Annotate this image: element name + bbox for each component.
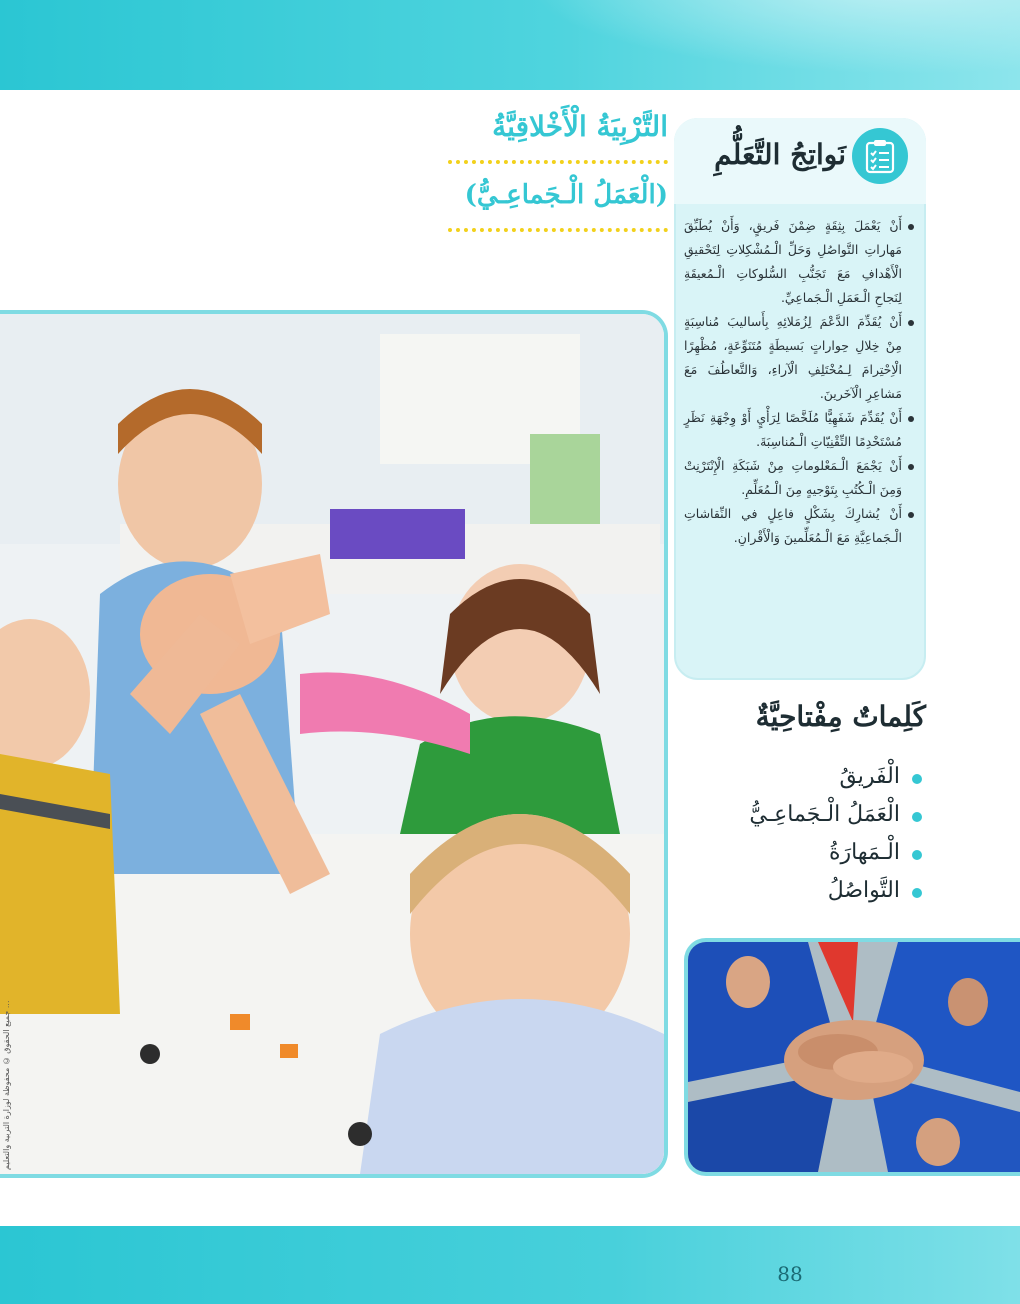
top-band bbox=[0, 0, 1020, 90]
keyword-item: الْعَمَلُ الْـجَماعِـيُّ bbox=[700, 796, 926, 834]
keywords-title: كَلِماتٌ مِفْتاحِيَّةٌ bbox=[755, 700, 926, 733]
outcome-item: أَنْ يَجْمَعَ الْـمَعْلوماتِ مِنْ شَبَكَةِ الْإِنْتَرْنِتْ وَمِنَ الْـكُتُبِ بِتَوْجيهٍ مِنَ الْـمُعَلِّمِ. bbox=[684, 454, 914, 502]
unit-title: (الْعَمَلُ الْـجَماعِـيُّ) bbox=[464, 180, 668, 210]
dotted-underline bbox=[448, 228, 668, 232]
classroom-high-five-photo bbox=[0, 310, 668, 1178]
outcomes-title: نَواتِجُ التَّعَلُّمِ bbox=[714, 138, 846, 171]
dotted-underline bbox=[448, 160, 668, 164]
top-wave bbox=[460, 0, 1020, 90]
outcomes-list bbox=[684, 214, 914, 550]
copyright-notice: جميع الحقوق © محفوظة لوزارة التربية والتعليم ... bbox=[2, 1000, 11, 1170]
outcome-item: أَنْ يُقَدِّمَ الدَّعْمَ لِزُمَلائِهِ بِأَساليبَ مُناسِبَةٍ مِنْ خِلالِ حِواراتٍ بَسيطَةٍ مُتَنَوِّعَةٍ، مُظْهِرًا الْاِحْتِرامَ لِـمُخْتَلِفِ الْآراءِ، وَالتَّعاطُفَ مَعَ مَشاعِرِ الْآخَرينَ. bbox=[684, 310, 914, 406]
keyword-item: الْـمَهارَةُ bbox=[700, 834, 926, 872]
keyword-item: الْفَريقُ bbox=[700, 758, 926, 796]
team-hands-photo bbox=[684, 938, 1020, 1176]
keywords-list bbox=[700, 758, 926, 910]
outcome-item: أَنْ يُشارِكَ بِشَكْلٍ فاعِلٍ في النِّقاشاتِ الْـجَماعِيَّةِ مَعَ الْـمُعَلِّمينَ وَالْأَقْرانِ. bbox=[684, 502, 914, 550]
keyword-item: التَّواصُلُ bbox=[700, 872, 926, 910]
outcome-item: أَنْ يَعْمَلَ بِثِقَةٍ ضِمْنَ فَريقٍ، وَأَنْ يُطَبِّقَ مَهاراتِ التَّواصُلِ وَحَلِّ الْـمُشْكِلاتِ لِتَحْقيقِ الْأَهْدافِ مَعَ تَجَنُّبِ السُّلوكاتِ الْـمُعيقَةِ لِنَجاحِ الْـعَمَلِ الْـجَماعِيِّ. bbox=[684, 214, 914, 310]
bottom-band bbox=[0, 1226, 1020, 1304]
outcome-item: أَنْ يُقَدِّمَ شَفَهِيًّا مُلَخَّصًا لِرَأْيٍ أَوْ وِجْهَةِ نَظَرٍ مُسْتَخْدِمًا التِّقْنِيّاتِ الْـمُناسِبَةَ. bbox=[684, 406, 914, 454]
clipboard-checklist-icon bbox=[852, 128, 908, 184]
page-number: 88 bbox=[777, 1262, 803, 1286]
subject-title: التَّرْبِيَةُ الْأَخْلاقِيَّةُ bbox=[492, 110, 668, 143]
